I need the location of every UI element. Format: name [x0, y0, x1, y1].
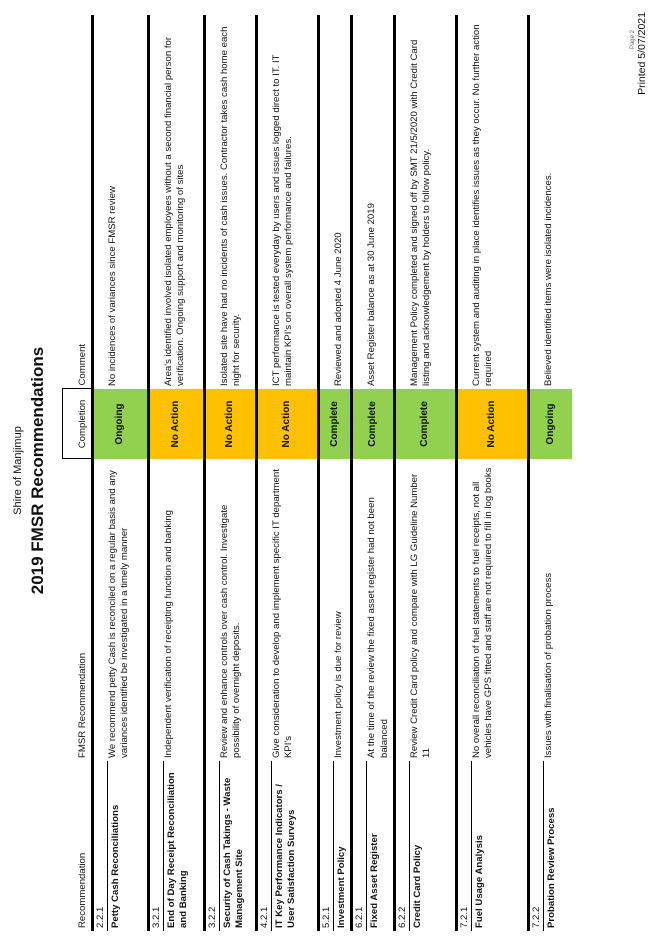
- fmsr-recommendation-cell: [319, 459, 352, 761]
- comment-text: ICT performance is tested everyday by users and issues logged direct to IT. IT maintain KPI's on overall system performance and failures.: [271, 54, 295, 386]
- table-row: [93, 15, 149, 931]
- comment-text: Reviewed and adopted 4 June 2020: [333, 232, 344, 386]
- comment-text: Isolated site have had no incidents of cash issues. Contractor takes cash home each night for security.: [219, 26, 243, 386]
- status-badge: No Action: [456, 389, 528, 459]
- fmsr-recommendation-text: Investment policy is due for review: [333, 611, 344, 758]
- recommendation-cell: [257, 761, 319, 931]
- recommendation-name: Security of Cash Takings - Waste Management Site: [222, 777, 246, 928]
- comment-cell: [205, 15, 257, 389]
- recommendation-number: 2.2.1: [94, 761, 108, 931]
- recommendation-cell: [352, 761, 395, 931]
- status-badge: Ongoing: [528, 389, 572, 459]
- comment-cell: [394, 15, 456, 389]
- table-body: [93, 15, 573, 931]
- organisation-name: Shire of Manjimup: [12, 426, 24, 515]
- recommendation-number: 6.2.2: [396, 761, 410, 931]
- recommendation-name: Probation Review Process: [545, 807, 557, 928]
- status-badge: Ongoing: [93, 389, 149, 459]
- fmsr-recommendation-text: We recommend petty Cash is reconciled on a regular basis and any variances identified be investigated in a timely manner: [107, 470, 131, 758]
- recommendation-cell: [205, 761, 257, 931]
- column-header-recommendation: Recommendation: [76, 852, 88, 928]
- fmsr-recommendation-cell: [352, 459, 395, 761]
- table-row: [149, 15, 205, 931]
- table-row: [205, 15, 257, 931]
- printed-date: Printed 5/07/2021: [636, 12, 648, 95]
- comment-cell: [528, 15, 572, 389]
- table-row: [319, 15, 352, 931]
- recommendation-cell: [93, 761, 149, 931]
- comment-cell: [456, 15, 528, 389]
- comment-cell: [352, 15, 395, 389]
- table-row: [528, 15, 572, 931]
- table-row: [456, 15, 528, 931]
- table-row: [352, 15, 395, 931]
- recommendation-number: 3.2.1: [150, 761, 164, 931]
- recommendation-name: Fixed Asset Register: [369, 833, 381, 928]
- fmsr-recommendation-text: At the time of the review the fixed asset register had not been balanced: [366, 497, 390, 758]
- column-header-fmsr-recommendation: FMSR Recommendation: [76, 652, 88, 758]
- comment-text: Believed identified items were isolated incidences.: [542, 172, 554, 386]
- page-number: Page 2: [630, 30, 636, 50]
- column-header-completion: Completion: [63, 389, 93, 459]
- comment-text: Asset Register balance as at 30 June 2019: [366, 203, 378, 386]
- recommendation-name: Credit Card Policy: [411, 844, 423, 928]
- comment-text: No incidences of variances since FMSR review: [107, 186, 118, 386]
- recommendation-name: End of Day Receipt Reconciliation and Banking: [166, 772, 190, 928]
- status-badge: Complete: [319, 389, 352, 459]
- fmsr-recommendation-cell: [528, 459, 572, 761]
- recommendation-name: Fuel Usage Analysis: [473, 835, 485, 928]
- fmsr-recommendation-cell: [394, 459, 456, 761]
- comment-cell: [257, 15, 319, 389]
- status-badge: Complete: [394, 389, 456, 459]
- recommendation-number: 5.2.1: [320, 761, 334, 931]
- recommendation-cell: [528, 761, 572, 931]
- table-header-row: [63, 15, 93, 931]
- comment-cell: [319, 15, 352, 389]
- fmsr-recommendation-cell: [93, 459, 149, 761]
- recommendation-number: 6.2.1: [353, 761, 367, 931]
- status-badge: No Action: [205, 389, 257, 459]
- recommendation-number: 7.2.2: [530, 761, 544, 931]
- recommendation-name: IT Key Performance Indicators / User Satisfaction Surveys: [274, 784, 298, 928]
- recommendations-table: [62, 15, 572, 931]
- recommendation-cell: [319, 761, 352, 931]
- recommendation-cell: [149, 761, 205, 931]
- column-header-comment: Comment: [76, 343, 88, 386]
- comment-cell: [149, 15, 205, 389]
- fmsr-recommendation-cell: [149, 459, 205, 761]
- fmsr-recommendation-text: Issues with finalisation of probation process: [542, 572, 554, 758]
- recommendation-cell: [394, 761, 456, 931]
- comment-text: Area's identified involved isolated employees without a second financial person for verification. Ongoing support and monitoring of sites: [163, 36, 187, 386]
- table-row: [394, 15, 456, 931]
- status-badge: No Action: [149, 389, 205, 459]
- comment-text: Current system and auditing in place identifies issues as they occur. No further action required: [470, 24, 495, 386]
- report-title: 2019 FMSR Recommendations: [28, 346, 47, 595]
- fmsr-recommendation-cell: [257, 459, 319, 761]
- recommendation-number: 7.2.1: [458, 761, 472, 931]
- recommendation-cell: [456, 761, 528, 931]
- recommendation-number: 3.2.2: [206, 761, 220, 931]
- status-badge: Complete: [352, 389, 395, 459]
- status-badge: No Action: [257, 389, 319, 459]
- fmsr-recommendation-text: No overall reconciliation of fuel statements to fuel receipts, not all vehicles have GPS fitted and staff are not required to fill in log books: [470, 467, 495, 758]
- recommendation-number: 4.2.1: [258, 761, 272, 931]
- comment-cell: [93, 15, 149, 389]
- fmsr-recommendation-text: Review Credit Card policy and compare with LG Guideline Number 11: [408, 473, 433, 758]
- fmsr-recommendation-cell: [205, 459, 257, 761]
- recommendation-name: Investment Policy: [336, 846, 347, 928]
- table-row: [257, 15, 319, 931]
- fmsr-recommendation-cell: [456, 459, 528, 761]
- recommendation-name: Petty Cash Reconciliations: [110, 804, 121, 928]
- fmsr-recommendation-text: Give consideration to develop and implement specific IT department KPI's: [271, 469, 295, 758]
- fmsr-recommendation-text: Independent verification of receipting function and banking: [163, 509, 174, 758]
- fmsr-recommendation-text: Review and enhance controls over cash control. Investigate possibility of overnight deposits.: [219, 504, 243, 758]
- comment-text: Management Policy completed and signed off by SMT 21/5/2020 with Credit Card listing and acknowledgement by holders to follow policy.: [408, 39, 433, 386]
